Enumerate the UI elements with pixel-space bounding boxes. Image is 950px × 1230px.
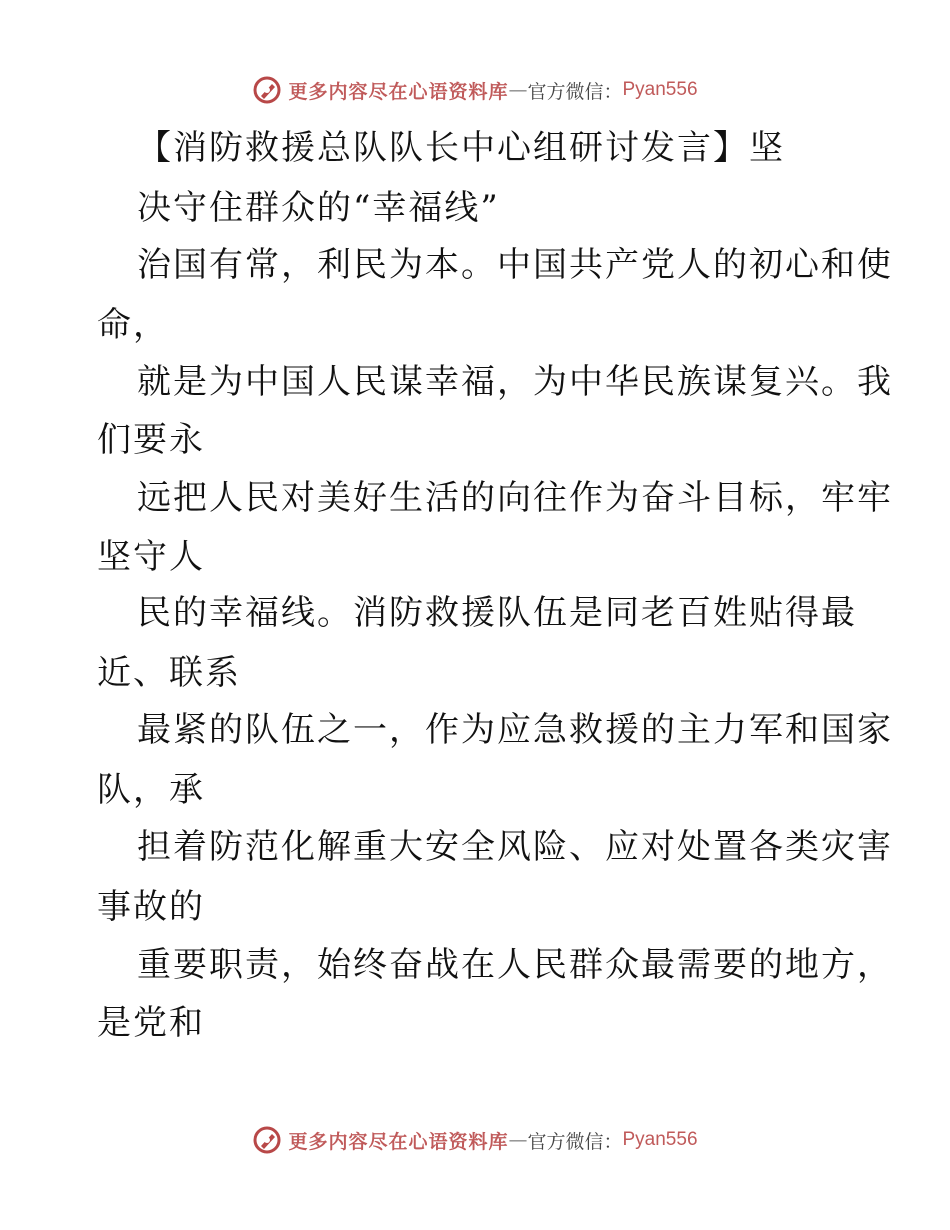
paragraph-line: 命， [97,305,169,345]
paragraph-line: 们要永 [97,420,205,460]
banner-wechat-id: Pyan556 [622,1129,698,1150]
paragraph-line: 治国有常，利民为本。中国共产党人的初心和使 [137,245,893,285]
paragraph-line: 坚守人 [97,537,205,577]
pen-circle-logo-icon [252,1125,282,1155]
header-banner [0,70,950,110]
banner-wechat-label: 官方微信： [527,80,623,103]
banner-brand-text: 更多内容尽在心语资料库 [288,1130,509,1153]
paragraph-line: 近、联系 [97,653,241,693]
title-line-1: 【消防救援总队队长中心组研讨发言】坚 [137,128,785,168]
paragraph-line: 远把人民对美好生活的向往作为奋斗目标，牢牢 [137,478,893,518]
paragraph-line: 最紧的队伍之一，作为应急救援的主力军和国家 [137,710,893,750]
banner-wechat-label: 官方微信： [527,1130,623,1153]
banner-separator: — [508,79,528,101]
paragraph-line: 民的幸福线。消防救援队伍是同老百姓贴得最 [137,593,857,633]
banner-brand-text: 更多内容尽在心语资料库 [288,80,509,103]
banner-separator: — [508,1129,528,1151]
footer-banner [0,1120,950,1160]
paragraph-line: 重要职责，始终奋战在人民群众最需要的地方， [137,945,893,985]
title-line-2: 决守住群众的“幸福线” [137,188,500,228]
pen-circle-logo-icon [252,75,282,105]
paragraph-line: 担着防范化解重大安全风险、应对处置各类灾害 [137,827,893,867]
banner-wechat-id: Pyan556 [622,79,698,100]
paragraph-line: 是党和 [97,1003,205,1043]
paragraph-line: 队，承 [97,770,205,810]
paragraph-line: 就是为中国人民谋幸福，为中华民族谋复兴。我 [137,362,893,402]
paragraph-line: 事故的 [97,887,205,927]
